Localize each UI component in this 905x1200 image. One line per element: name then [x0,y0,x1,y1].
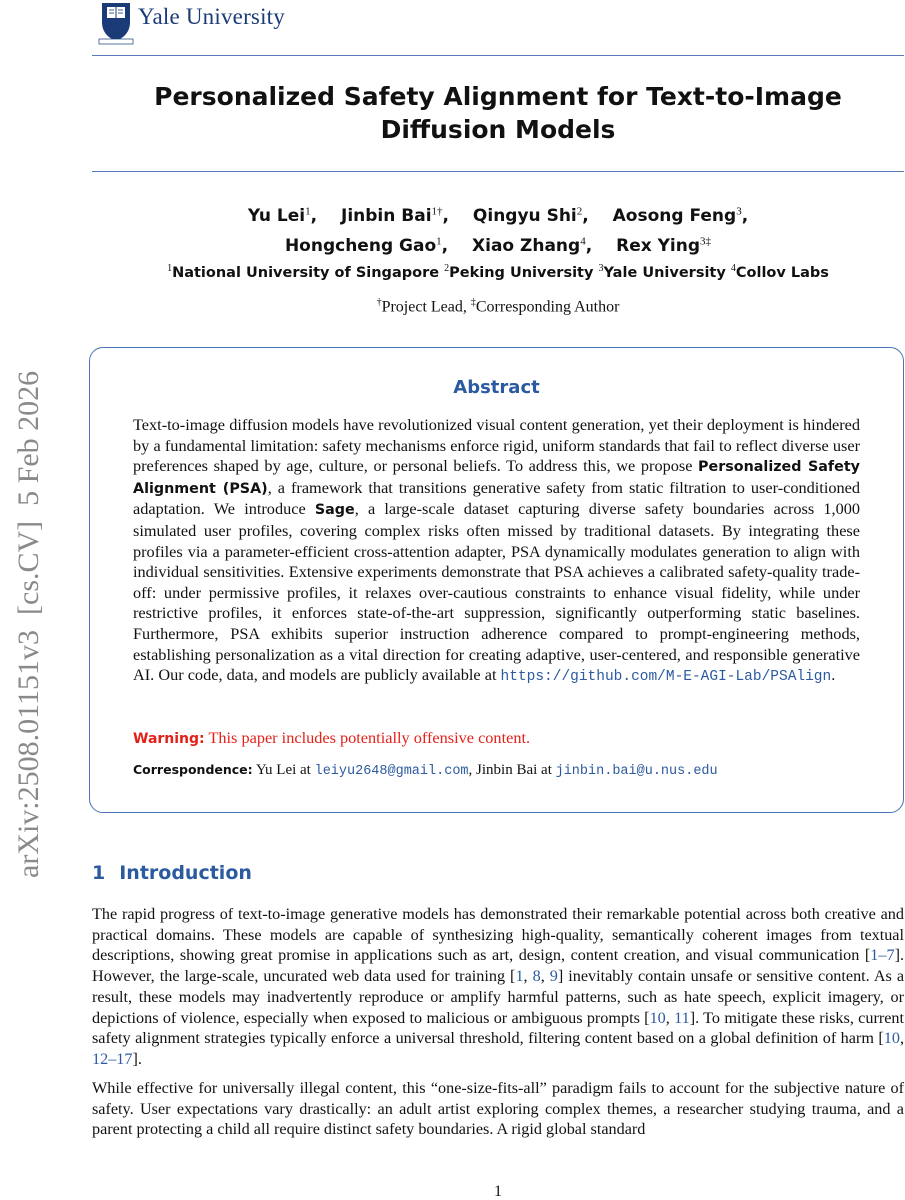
page-number: 1 [494,1183,502,1200]
arxiv-stamp [0,0,60,1200]
abstract-body: Text-to-image diffusion models have revolutionized visual content generation, yet their deployment is hindered by a fundamental limitation: safety mechanisms enforce rigid, uniform standards that fail to reflect diverse user preferences shaped by age, culture, or personal beliefs. To address this, we propose Personalized Safety Alignment (PSA), a framework that transitions generative safety from static filtration to user-conditioned adaptation. We introduce Sage, a large-scale dataset capturing diverse safety boundaries across 1,000 simulated user profiles, covering complex risks often missed by traditional datasets. By integrating these profiles via a parameter-efficient cross-attention adapter, PSA dynamically modulates generation to align with individual sensitivities. Extensive experiments demonstrate that PSA achieves a calibrated safety-quality trade-off: under permissive profiles, it relaxes over-cautious constraints to enhance visual fidelity, while under restrictive profiles, it enforces state-of-the-art suppression, significantly outperforming static baselines. Furthermore, PSA exhibits superior instruction adherence compared to prompt-engineering methods, establishing personalization as a vital direction for creating adaptive, user-centered, and responsible generative AI. Our code, data, and models are publicly available at https://github.com/M-E-AGI-Lab/PSAlign. [133,415,860,686]
citation-link[interactable]: 9 [549,967,558,986]
author: Yu Lei$^1$, [247,205,318,226]
title-line-1: Personalized Safety Alignment for Text-to-Image [154,82,842,111]
affiliations [92,258,904,284]
header-rule [92,55,904,56]
page-header [92,0,904,60]
author: Jinbin Bai$^{1\dagger}$, [341,205,449,226]
citation-link[interactable]: 1–7 [870,946,895,965]
author-roles: †Project Lead, ‡Corresponding Author [376,297,620,316]
author: Hongcheng Gao$^1$, [284,235,449,257]
citation-link[interactable]: 10 [649,1008,666,1027]
citation-link[interactable]: 12–17 [92,1049,133,1068]
warning-label: Warning: [133,731,205,747]
yale-shield-icon [96,0,136,46]
title-rule [92,171,904,172]
author: Qingyu Shi$^2$, [472,205,589,226]
author: Xiao Zhang$^4$, [472,235,593,257]
section-heading: 1 Introduction [92,862,252,884]
intro-paragraph: While effective for universally illegal content, this “one-size-fits-all” paradigm fails to account for the subjective nature of safety. User expectations vary drastically: an adult artist exploring complex themes, a researcher studying trauma, and a parent protecting a child all require distinct safety boundaries. A rigid global standard [92,1079,904,1139]
abstract-heading: Abstract [453,377,540,398]
repo-link[interactable]: https://github.com/M-E-AGI-Lab/PSAlign [500,669,832,686]
warning-note [133,728,860,748]
email-link[interactable]: jinbin.bai@u.nus.edu [555,764,718,779]
correspondence: Correspondence: Yu Lei at leiyu2648@gmail.com, Jinbin Bai at jinbin.bai@u.nus.edu [133,762,718,779]
title-line-2: Diffusion Models [380,115,616,144]
affiliation: $^2$Peking University [444,263,594,281]
affiliation: $^4$Collov Labs [730,263,829,281]
intro-paragraph: The rapid progress of text-to-image generative models has demonstrated their remarkable potential across both creative and practical domains. These models are capable of synthesizing high-quality, semantically coherent images from textual descriptions, showing great promise in applications such as art, design, content creation, and visual communication [1–7]. However, the large-scale, uncurated web data used for training [1, 8, 9] inevitably contain unsafe or sensitive content. As a result, these models may inadvertently reproduce or amplify harmful patterns, such as hate speech, explicit imagery, or depictions of violence, especially when exposed to malicious or ambiguous prompts [10, 11]. To mitigate these risks, current safety alignment strategies typically enforce a universal threshold, filtering content based on a global definition of harm [10, 12–17]. [92,905,905,1068]
paper-title [92,80,904,146]
sage-name: Sage [314,502,355,519]
brand-name: Yale University [138,4,285,29]
citation-link[interactable]: 1 [515,967,524,986]
citation-link[interactable]: 10 [883,1029,900,1048]
author: Aosong Feng$^3$, [612,205,749,226]
author: Rex Ying$^{3\ddagger}$ [616,235,712,257]
correspondence-label: Correspondence: [133,762,253,777]
citation-link[interactable]: 11 [674,1008,690,1027]
citation-link[interactable]: 8 [532,967,541,986]
arxiv-stamp-text: arXiv:2508.01151v3 [cs.CV] 5 Feb 2026 [12,370,45,878]
author-list [92,198,904,259]
email-link[interactable]: leiyu2648@gmail.com [314,764,469,779]
psa-name: Personalized Safety Alignment (PSA) [133,459,860,497]
affiliation: $^1$National University of Singapore [167,263,440,281]
warning-text: This paper includes potentially offensive content. [208,728,531,747]
affiliation: $^3$Yale University [598,263,726,281]
